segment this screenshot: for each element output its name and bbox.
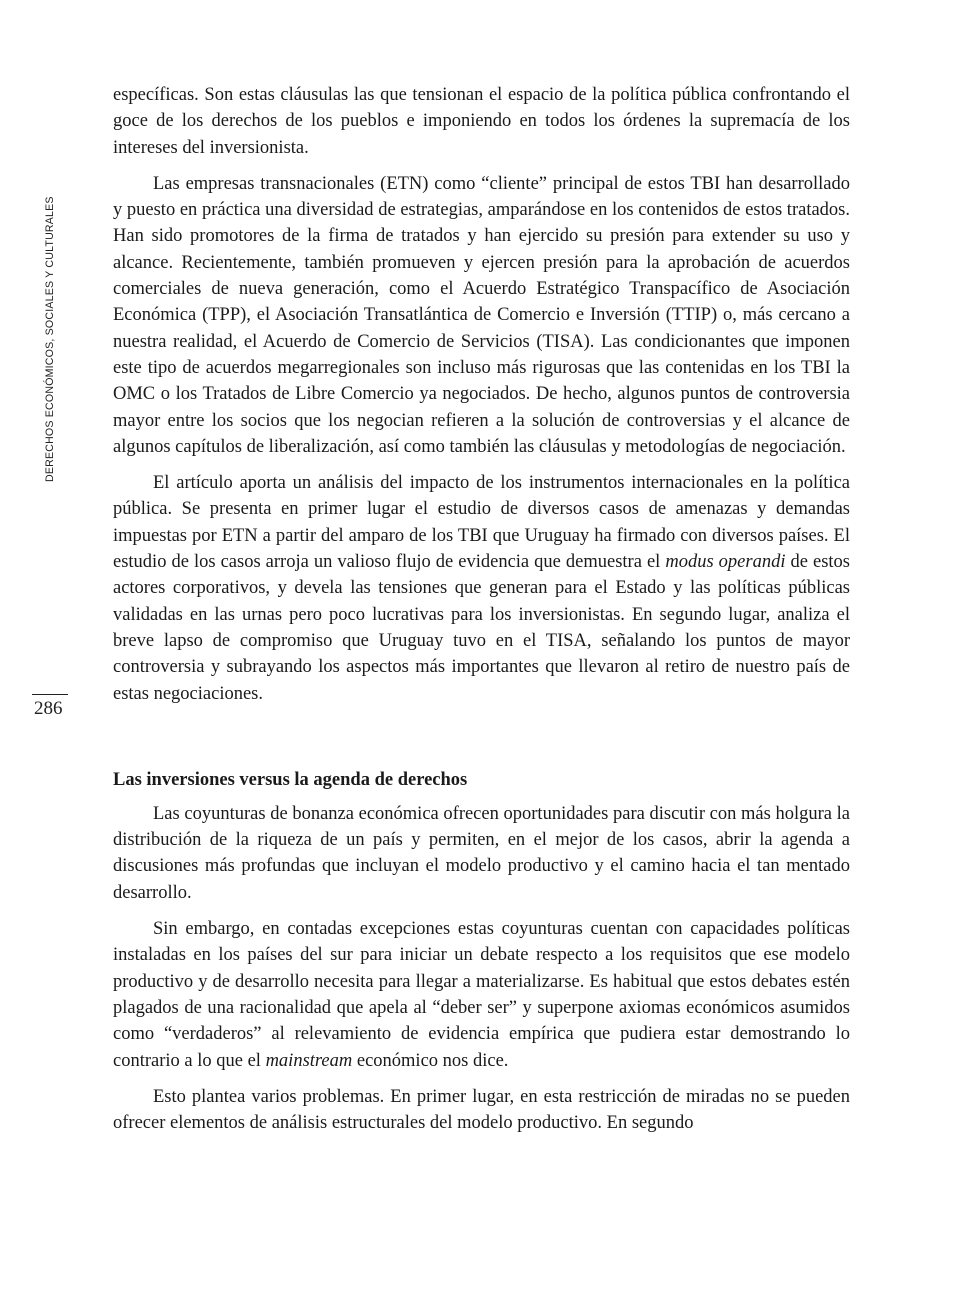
- text-run: El artículo aporta un análisis del impacto de los instrumentos internacionales en la política pública. Se presenta en primer lugar el estudio de diversos casos de amenazas y demandas impuestas por ETN a partir del amparo de los TBI que Uruguay ha firmado con diversos países. El estudio de los casos arroja un valioso flujo de evidencia que demuestra el: [113, 473, 850, 573]
- page-number: 286: [34, 698, 63, 719]
- page-number-rule: [32, 694, 68, 695]
- text-run: económico nos dice.: [352, 1050, 509, 1071]
- page-body: [113, 82, 850, 1146]
- section-heading: Las inversiones versus la agenda de derechos: [113, 769, 468, 790]
- text-run: Sin embargo, en contadas excepciones estas coyunturas cuentan con capacidades políticas instaladas en los países del sur para iniciar un debate respecto a los requisitos que ese modelo productivo y de desarrollo necesita para llegar a materializarse. Es habitual que estos debates estén plagados de una racionalidad que apela al “deber ser” y superpone axiomas económicos asumidos como “verdaderos” al relevamiento de evidencia empírica que pudiera estar demostrando lo contrario a lo que el: [113, 919, 850, 1071]
- paragraph-continuation: específicas. Son estas cláusulas las que tensionan el espacio de la política pública confrontando el goce de los derechos de los pueblos e imponiendo en todos los órdenes la supremacía de los intereses del inversionista.: [113, 85, 850, 158]
- paragraph-etn: Las empresas transnacionales (ETN) como “cliente” principal de estos TBI han desarrollado y puesto en práctica una diversidad de estrategias, amparándose en los contenidos de estos tratados. Han sido promotores de la firma de tratados y han ejercido su presión para extender su uso y alcance. Recientemente, también promueven y ejercen presión para la aprobación de acuerdos comerciales de nueva generación, como el Acuerdo Estratégico Transpacífico de Asociación Económica (TPP), el Asociación Transatlántica de Comercio e Inversión (TTIP) o, más cercano a nuestra realidad, el Acuerdo de Comercio de Servicios (TISA). Las condicionantes que imponen este tipo de acuerdos megarregionales son incluso más rigurosas que las contenidas en los TBI la OMC o los Tratados de Libre Comercio ya negociados. De hecho, algunos puntos de controversia mayor entre los socios que los negocian refieren a la solución de controversias y el alcance de algunos capítulos de liberalización, así como también las cláusulas y metodologías de negociación.: [113, 173, 850, 457]
- paragraph-bonanza: Las coyunturas de bonanza económica ofrecen oportunidades para discutir con más holgura la distribución de la riqueza de un país y permiten, en el mejor de los casos, abrir la agenda a discusiones más profundas que incluyan el modelo productivo y el camino hacia el tan mentado desarrollo.: [113, 803, 850, 903]
- running-head: DERECHOS ECONÓMICOS, SOCIALES Y CULTURALES: [44, 196, 56, 482]
- paragraph-exceptions: [113, 916, 850, 1074]
- section-spacer: [113, 717, 850, 767]
- paragraph-article-scope: [113, 470, 850, 707]
- text-run: de estos actores corporativos, y devela las tensiones que generan para el Estado y las políticas públicas validadas en las urnas pero poco lucrativas para los inversionistas. En segundo lugar, analiza el breve lapso de compromiso que Uruguay tuvo en el TISA, señalando los puntos de mayor controversia y subrayando los aspectos más importantes que llevaron al retiro de nuestro país de estas negociaciones.: [113, 552, 850, 704]
- emphasis-term: modus operandi: [665, 552, 786, 573]
- emphasis-term: mainstream: [265, 1050, 353, 1071]
- paragraph-problems: Esto plantea varios problemas. En primer lugar, en esta restricción de miradas no se pueden ofrecer elementos de análisis estructurales del modelo productivo. En segundo: [113, 1086, 850, 1134]
